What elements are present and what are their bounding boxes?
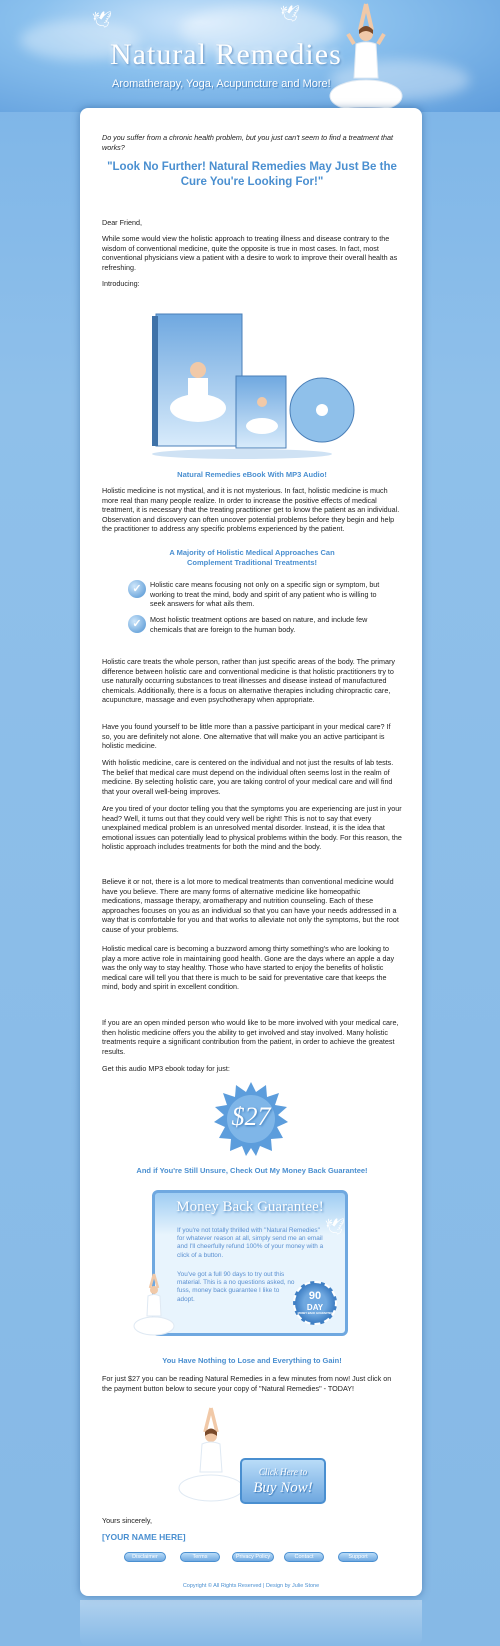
yoga-woman-image [132, 1272, 176, 1338]
guarantee-text-1: If you're not totally thrilled with "Natural Remedies" for whatever reason at all, simply send me an email and I'll cheerfully refund 100% of your money with a click of a button. [177, 1227, 324, 1259]
bullet-item: Most holistic treatment options are based on nature, and include few chemicals that are foreign to the human body. [150, 615, 368, 634]
paragraph-3: Holistic care treats the whole person, rather than just specific areas of the body. The primary difference between holistic care and conventional medicine is that holistic practitioners try to use naturally occurring substances to treat illnesses and disease instead of manufactured chemicals. Additionally, there is a focus on alternative therapies including chiropractic care, acupuncture, massage and even psychotherapy when appropriate. [102, 657, 395, 705]
author-name: [YOUR NAME HERE] [102, 1532, 186, 1542]
paragraph-7: Believe it or not, there is a lot more to medical treatments than conventional medicine would have you believe. There are many forms of alternative medicine like homeopathic medications, massage therapy, aromatherapy and nutrition counseling. Each of these approaches focuses on you as an individual so that you can have your needs addressed in a way that is comfortable for you and that works to alleviate not only the symptoms, but the root cause of your problems. [102, 877, 399, 934]
complement-subhead: A Majority of Holistic Medical Approaches Can Complement Traditional Treatments! [169, 548, 335, 567]
buy-now-line-1: Click Here to [258, 1467, 308, 1477]
guarantee-lead: And if You're Still Unsure, Check Out My Money Back Guarantee! [136, 1166, 368, 1175]
money-back-guarantee-box [152, 1190, 348, 1336]
site-title: Natural Remedies [110, 38, 342, 71]
bullet-item: Holistic care means focusing not only on a specific sign or symptom, but working to treat the mind, body and spirit of any patient who is willing to seek answers for what ails them. [150, 580, 380, 609]
paragraph-5: With holistic medicine, care is centered on the individual and not just the results of lab tests. The belief that medical care must depend on the individual often seems lost in the realm of medicine. By selecting holistic care, you are taking control of your medical care and will find that your overall well-being improves. [102, 758, 394, 796]
dove-icon: 🕊 [280, 6, 301, 23]
seal-ring-text: MONEY BACK GUARANTEE [297, 1312, 333, 1315]
checkmark-icon: ✓ [128, 615, 146, 633]
footer-link-contact[interactable]: Contact [284, 1552, 324, 1562]
get-this-label: Get this audio MP3 ebook today for just: [102, 1064, 230, 1073]
signoff: Yours sincerely, [102, 1516, 152, 1525]
paragraph-8: Holistic medical care is becoming a buzzword among thirty something's who are looking to play a more active role in maintaining good health. Gone are the days where an apple a day was the only way to stay healthy. Those who have started to enjoy the benefits of holistic medical care will tell you that there is much to be said for preventative care that keeps the mind, body and spirit in excellent condition. [102, 944, 395, 992]
closing-text: For just $27 you can be reading Natural Remedies in a few minutes from now! Just click on the payment button below to secure your copy of "Natural Remedies" - TODAY! [102, 1374, 392, 1393]
paragraph-9: If you are an open minded person who would like to be more involved with your medical care, then holistic medicine offers you the ability to get involved and stay involved. Many holistic treatments require a significant contribution from the patient, in order to achieve the greatest results. [102, 1018, 399, 1056]
guarantee-title: Money Back Guarantee! [176, 1199, 324, 1215]
footer-link-privacy[interactable]: Privacy Policy [232, 1552, 274, 1562]
greeting: Dear Friend, [102, 218, 142, 227]
header-banner [0, 0, 500, 112]
footer-link-support[interactable]: Support [338, 1552, 378, 1562]
buy-now-button[interactable] [240, 1458, 326, 1504]
footer-link-terms[interactable]: Terms [180, 1552, 220, 1562]
main-headline: "Look No Further! Natural Remedies May Just Be the Cure You're Looking For!" [107, 161, 397, 188]
buy-now-line-2: Buy Now! [253, 1480, 313, 1496]
yoga-woman-image [176, 1406, 246, 1506]
price-amount: $27 [231, 1102, 271, 1131]
paragraph-6: Are you tired of your doctor telling you that the symptoms you are experiencing are just in your head? Well, it turns out that they could very well be right! This is not to say that every unexplained medical problem is an unresolved mental disorder. Instead, it is the idea that emotional issues can potentially lead to physical problems within the body. For this reason, the holistic approach includes treatments for both the mind and the body. [102, 804, 402, 852]
product-caption: Natural Remedies eBook With MP3 Audio! [177, 470, 327, 479]
ninety-day-seal [293, 1281, 337, 1325]
product-image [152, 310, 378, 460]
closing-headline: You Have Nothing to Lose and Everything to Gain! [162, 1356, 342, 1365]
paragraph-1: While some would view the holistic approach to treating illness and disease contrary to the wisdom of conventional medicine, quite the opposite is true in most cases. In fact, most conventional physicians view a patient with a desire to work to improve their overall health as refreshing. [102, 234, 398, 272]
panel-reflection [80, 1600, 422, 1646]
seal-number: 90 [308, 1290, 322, 1302]
footer-link-disclaimer[interactable]: Disclaimer [124, 1552, 166, 1562]
site-subtitle: Aromatherapy, Yoga, Acupuncture and More! [112, 78, 331, 90]
guarantee-text-2: You've got a full 90 days to try out this material. This is a no questions asked, no fuss, money back guarantee I like to adopt. [177, 1271, 295, 1303]
yoga-woman-image [326, 0, 406, 122]
dove-icon: 🕊 [92, 12, 113, 29]
seal-label: DAY [306, 1303, 324, 1312]
paragraph-4: Have you found yourself to be little more than a passive participant in your medical care? If so, you are definitely not alone. One alternative that will make you an active participant is holistic medicine. [102, 722, 391, 751]
dove-icon: 🕊 [325, 1219, 346, 1236]
introducing-label: Introducing: [102, 279, 140, 288]
checkmark-icon: ✓ [128, 580, 146, 598]
paragraph-2: Holistic medicine is not mystical, and it is not mysterious. In fact, holistic medicine is much more real than many people realize. In order to increase the positive effects of medical treatment, it is necessary that the treating practitioner get to know the patient as an individual. Observation and discovery can often uncover potential problems before they begin and help the practitioner to address any specific problems experienced by the patient. [102, 486, 400, 534]
intro-question: Do you suffer from a chronic health problem, but you just can't seem to find a treatment that works? [102, 133, 394, 152]
copyright: Copyright © All Rights Reserved | Design by Julie Stone [182, 1583, 320, 1589]
